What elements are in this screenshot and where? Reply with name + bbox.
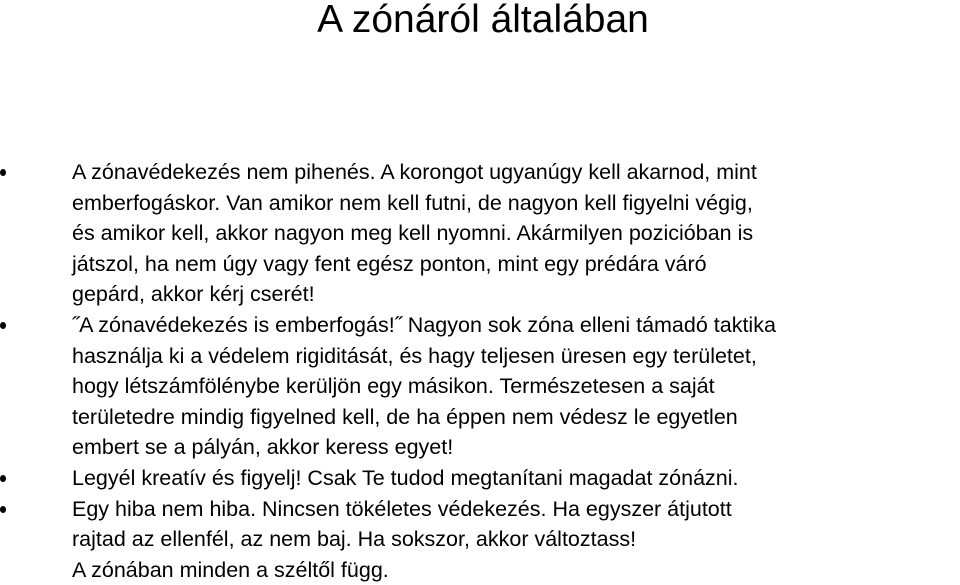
bullet-line: játszol, ha nem úgy vagy fent egész ponton, mint egy prédára váró <box>72 251 707 276</box>
bullet-line: A zónavédekezés nem pihenés. A korongot ugyanúgy kell akarnod, mint <box>72 160 757 184</box>
bullet-dot-icon <box>0 169 6 176</box>
slide-title: A zónáról általában <box>317 0 649 41</box>
bullet-item-4 <box>0 494 960 585</box>
bullet-item-3 <box>0 463 960 494</box>
bullet-dot-icon <box>0 475 6 482</box>
bullet-line: emberfogáskor. Van amikor nem kell futni, de nagyon kell figyelni végig, <box>72 190 753 215</box>
bullet-line: területedre mindig figyelned kell, de ha éppen nem védesz le egyetlen <box>72 404 738 429</box>
bullet-line: ˝A zónavédekezés is emberfogás!˝ Nagyon sok zóna elleni támadó taktika <box>72 312 776 337</box>
bullet-item-1 <box>0 157 960 310</box>
bullet-line: gepárd, akkor kérj cserét! <box>72 282 315 307</box>
bullet-line: hogy létszámfölénybe kerüljön egy másikon. Természetesen a saját <box>72 374 715 399</box>
bullet-list <box>0 157 960 585</box>
bullet-line: és amikor kell, akkor nagyon meg kell nyomni. Akármilyen pozicióban is <box>72 221 754 246</box>
bullet-dot-icon <box>0 506 6 513</box>
bullet-line: embert se a pályán, akkor keress egyet! <box>72 435 454 460</box>
bullet-line: A zónában minden a széltől függ. <box>72 557 389 582</box>
bullet-line: Legyél kreatív és figyelj! Csak Te tudod megtanítani magadat zónázni. <box>72 465 739 490</box>
bullet-line: Egy hiba nem hiba. Nincsen tökéletes védekezés. Ha egyszer átjutott <box>72 496 732 521</box>
bullet-line: rajtad az ellenfél, az nem baj. Ha sokszor, akkor változtass! <box>72 527 637 552</box>
bullet-dot-icon <box>0 322 6 329</box>
bullet-line: használja ki a védelem rigiditását, és hagy teljesen üresen egy területet, <box>72 343 757 368</box>
bullet-item-2 <box>0 310 960 463</box>
